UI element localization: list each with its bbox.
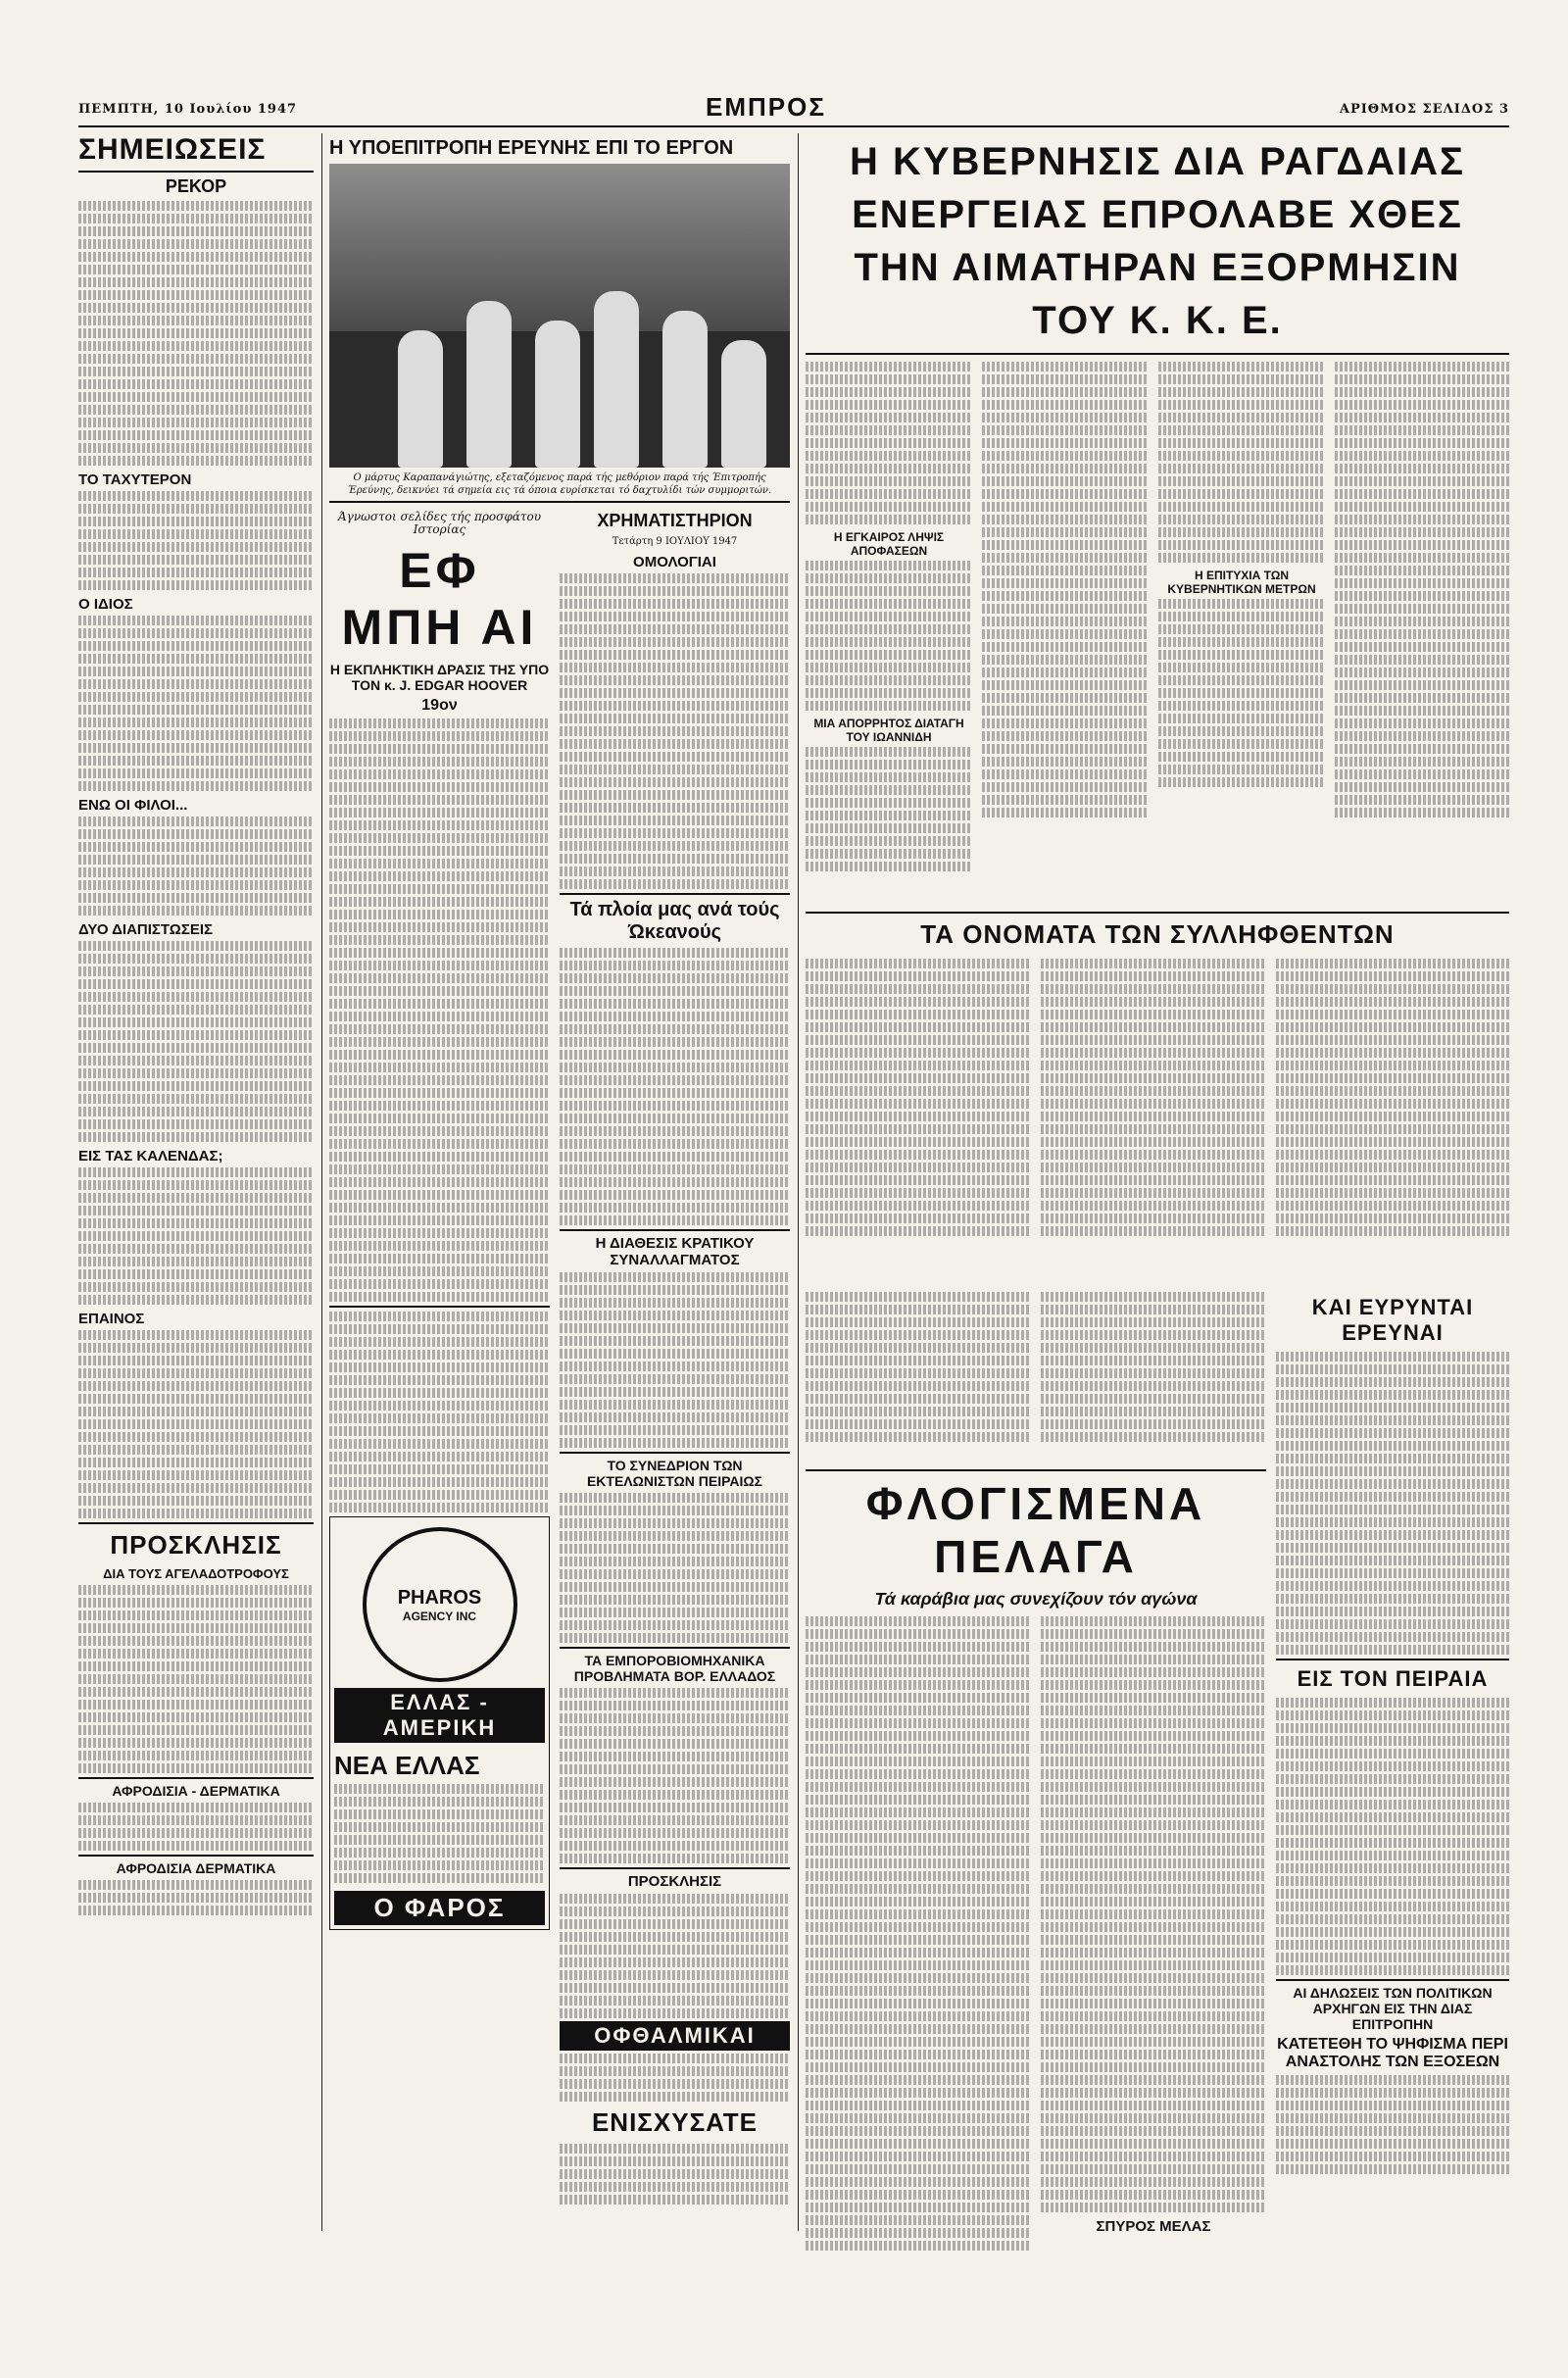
- proskliseis-heading: ΠΡΟΣΚΛΗΣΙΣ: [627, 1873, 722, 1890]
- nea-ellas: ΝΕΑ ΕΛΛΑΣ: [334, 1751, 480, 1780]
- market-table: [560, 573, 790, 889]
- text-block: [78, 1330, 314, 1518]
- text-block: [560, 1272, 790, 1448]
- aporrigos-heading: ΜΙΑ ΑΠΟΡΡΗΤΟΣ ΔΙΑΤΑΓΗ ΤΟΥ ΙΩΑΝΝΙΔΗ: [813, 717, 964, 744]
- subcolumn-market: [560, 507, 790, 2207]
- masthead: [78, 92, 1509, 127]
- chrimatistirion-date: Τετάρτη 9 ΙΟΥΛΙΟΥ 1947: [612, 536, 738, 547]
- ad-afrodisia-1: ΑΦΡΟΔΙΣΙΑ - ΔΕΡΜΑΤΙΚΑ: [112, 1783, 280, 1799]
- text-block: [560, 2054, 790, 2102]
- side-stories: [1276, 1289, 1509, 2177]
- ofthalmikai-heading: ΟΦΘΑΛΜΙΚΑΙ: [560, 2021, 790, 2051]
- eyrynontai-heading: ΚΑΙ ΕΥΡΥΝΤΑΙ ΕΡΕΥΝΑΙ: [1311, 1295, 1474, 1345]
- column-center-left: [329, 133, 790, 2212]
- heading-oidios: Ο ΙΔΙΟΣ: [78, 596, 133, 613]
- text-block: [560, 948, 790, 1225]
- newspaper-title: ΕΜΠΡΟΣ: [706, 92, 826, 122]
- page-number: ΑΡΙΘΜΟΣ ΣΕΛΙΔΟΣ 3: [1339, 102, 1509, 117]
- agnostoi-heading: Άγνωστοι σελίδες τής προσφάτου Ιστορίας: [337, 510, 542, 536]
- main-story-body: [806, 359, 1509, 908]
- text-block: [560, 1493, 790, 1643]
- kratikou-heading: Η ΔΙΑΘΕΣΙΣ ΚΡΑΤΙΚΟΥ ΣΥΝΑΛΛΑΓΜΑΤΟΣ: [595, 1235, 755, 1268]
- episode-number: 19ον: [421, 697, 458, 714]
- photo-committee: [329, 164, 790, 468]
- text-block: [78, 817, 314, 916]
- synedrion-heading: ΤΟ ΣΥΝΕΔΡΙΟΝ ΤΩΝ ΕΚΤΕΛΩΝΙΣΤΩΝ ΠΕΙΡΑΙΩΣ: [586, 1458, 763, 1489]
- main-headline: Η ΚΥΒΕΡΝΗΣΙΣ ΔΙΑ ΡΑΓΔΑΙΑΣ ΕΝΕΡΓΕΙΑΣ ΕΠΡΟΛΑΒΕ ΧΘΕΣ ΤΗΝ ΑΙΜΑΤΗΡΑΝ ΕΞΟΡΜΗΣΙΝ ΤΟΥ Κ. Κ. Ε.: [849, 140, 1466, 342]
- author-signature: ΣΠΥΡΟΣ ΜΕΛΑΣ: [1096, 2218, 1211, 2235]
- heading-eno-oi-filoi: ΕΝΩ ΟΙ ΦΙΛΟΙ...: [78, 797, 188, 814]
- enischysate-heading: ΕΝΙΣΧΥΣΑΤΕ: [591, 2107, 759, 2137]
- text-block: [560, 1688, 790, 1863]
- heading-eis-tas-kalendas: ΕΙΣ ΤΑΣ ΚΑΛΕΝΔΑΣ;: [78, 1148, 223, 1164]
- column-main-story: [806, 133, 1509, 2367]
- text-block: [78, 941, 314, 1142]
- text-block: [560, 2144, 790, 2205]
- subcolumn-fbi: [329, 507, 550, 1934]
- ellas-ameriki: ΕΛΛΑΣ - ΑΜΕΡΙΚΗ: [334, 1688, 545, 1743]
- diloseis-heading: ΑΙ ΔΗΛΩΣΕΙΣ ΤΩΝ ΠΟΛΙΤΙΚΩΝ ΑΡΧΗΓΩΝ ΕΙΣ ΤΗΝ ΔΙΑΣ ΕΠΙΤΡΟΠΗΝ: [1293, 1985, 1493, 2032]
- omologiai-heading: ΟΜΟΛΟΓΙΑΙ: [633, 554, 716, 570]
- onomata-heading: ΤΑ ΟΝΟΜΑΤΑ ΤΩΝ ΣΥΛΛΗΦΘΕΝΤΩΝ: [920, 919, 1395, 949]
- peiraia-heading: ΕΙΣ ΤΟΝ ΠΕΙΡΑΙΑ: [1297, 1666, 1489, 1691]
- text-block: [334, 1784, 545, 1883]
- column-notes: [78, 133, 314, 1918]
- katetethi-heading: ΚΑΤΕΤΕΘΗ ΤΟ ΨΗΦΙΣΜΑ ΠΕΡΙ ΑΝΑΣΤΟΛΗΣ ΤΩΝ ΕΞΟΣΕΩΝ: [1277, 2036, 1508, 2070]
- issue-date: ΠΕΜΠΤΗ, 10 Ιουλίου 1947: [78, 102, 298, 117]
- text-block: [78, 1803, 314, 1851]
- ta-ploia-heading: Τά πλοία μας ανά τούς Ώκεανούς: [569, 899, 780, 943]
- flogismena-headline: ΦΛΟΓΙΣΜΕΝΑ ΠΕΛΑΓΑ: [865, 1478, 1206, 1582]
- ad-afrodisia-2: ΑΦΡΟΔΙΣΙΑ ΔΕΡΜΑΤΙΚΑ: [116, 1860, 276, 1876]
- text-block: [329, 1312, 550, 1512]
- ef-mpi-headline: ΕΦ ΜΠΗ ΑΙ: [341, 543, 538, 655]
- text-block: [78, 616, 314, 791]
- pharos-ad: [329, 1516, 550, 1930]
- text-block: [329, 718, 550, 1302]
- heading-tachyteron: ΤΟ ΤΑΧΥΤΕΡΟΝ: [78, 471, 192, 488]
- emporo-heading: ΤΑ ΕΜΠΟΡΟΒΙΟΜΗΧΑΝΙΚΑ ΠΡΟΒΛΗΜΑΤΑ ΒΟΡ. ΕΛΛΑΔΟΣ: [573, 1653, 776, 1684]
- photo-caption: Ο μάρτυς Καραπανάγιώτης, εξεταζόμενος παρά τής μεθόριον παρά τής Έπιτροπής Έρεύνης, δεικνύει τά σημεία εις τά όποια ευρίσκεται τό δαχτυλίδι τών συμμοριτών.: [347, 472, 772, 496]
- fbi-subheading: Η ΕΚΠΛΗΚΤΙΚΗ ΔΡΑΣΙΣ ΤΗΣ ΥΠΟ ΤΟΝ κ. J. EDGAR HOOVER: [329, 662, 550, 693]
- text-block: [78, 1167, 314, 1305]
- text-block: [560, 1894, 790, 2018]
- heading-dyo-diapistoseis: ΔΥΟ ΔΙΑΠΙΣΤΩΣΕΙΣ: [78, 921, 214, 938]
- text-block: [78, 201, 314, 466]
- o-faros: Ο ΦΑΡΟΣ: [334, 1891, 545, 1925]
- pharos-logo-text: PHAROS: [397, 1586, 482, 1609]
- egkairos-heading: Η ΕΓΚΑΙΡΟΣ ΛΗΨΙΣ ΑΠΟΦΑΣΕΩΝ: [833, 530, 945, 558]
- chrimatistirion-heading: ΧΡΗΜΑΤΙΣΤΗΡΙΟΝ: [597, 511, 753, 530]
- section-title: ΣΗΜΕΙΩΣΕΙΣ: [78, 133, 267, 166]
- pharos-logo-sub: AGENCY INC: [402, 1609, 477, 1623]
- newspaper-page: [78, 92, 1509, 2235]
- heading-rekor: ΡΕΚΟΡ: [165, 176, 227, 196]
- photo-title: Η ΥΠΟΕΠΙΤΡΟΠΗ ΕΡΕΥΝΗΣ ΕΠΙ ΤΟ ΕΡΓΟΝ: [329, 137, 734, 159]
- onomata-body: [806, 956, 1509, 1289]
- flogismena-subheading: Τά καράβια μας συνεχίζουν τόν αγώνα: [874, 1589, 1198, 1609]
- heading-dia-tous: ΔΙΑ ΤΟΥΣ ΑΓΕΛΑΔΟΤΡΟΦΟΥΣ: [103, 1566, 289, 1581]
- flogismena-story: [806, 1289, 1266, 2378]
- heading-proskliseis: ΠΡΟΣΚΛΗΣΙΣ: [110, 1530, 282, 1560]
- heading-epainos: ΕΠΑΙΝΟΣ: [78, 1311, 145, 1327]
- pharos-logo-icon: [363, 1527, 517, 1682]
- text-block: [78, 1585, 314, 1773]
- text-block: [78, 1880, 314, 1915]
- epityxia-heading: Η ΕΠΙΤΥΧΙΑ ΤΩΝ ΚΥΒΕΡΝΗΤΙΚΩΝ ΜΕΤΡΩΝ: [1167, 569, 1316, 596]
- text-block: [78, 491, 314, 590]
